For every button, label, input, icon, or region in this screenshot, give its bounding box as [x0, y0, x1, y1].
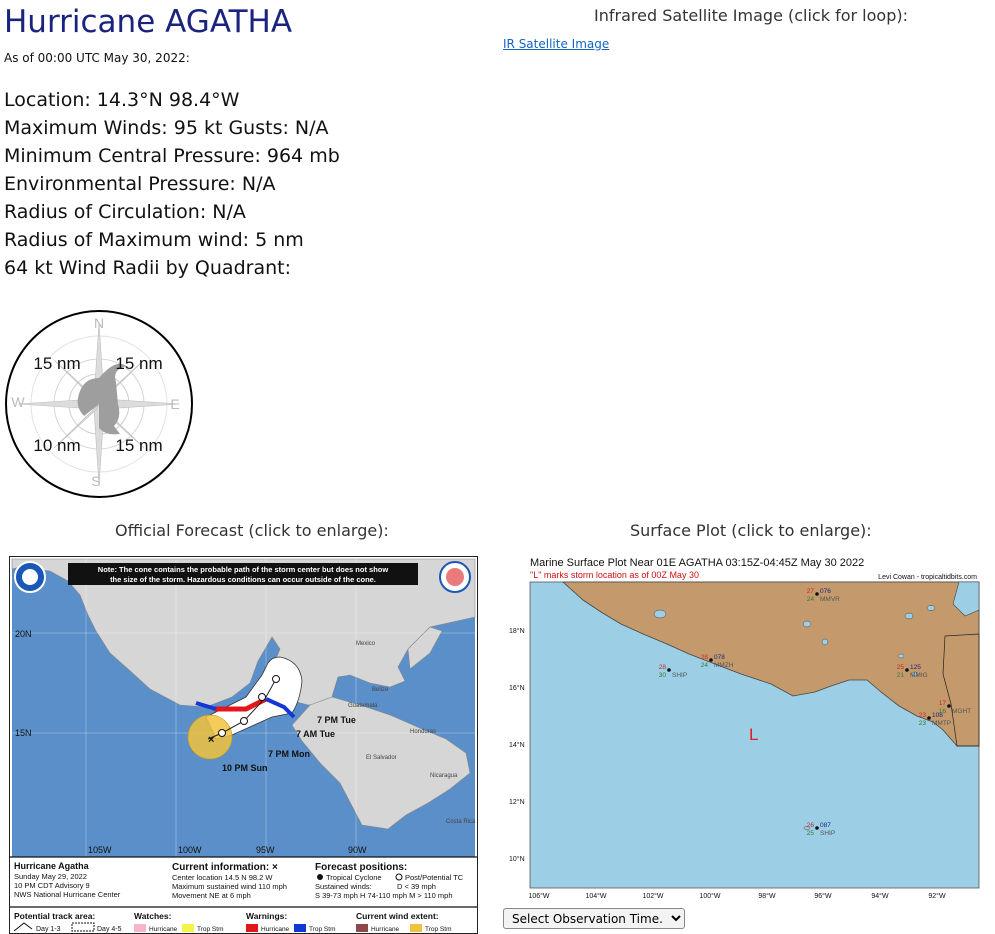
lon-105w: 105W — [88, 845, 112, 855]
ir-satellite-link[interactable]: IR Satellite Image — [503, 37, 610, 51]
surface-lon-label: 96°W — [814, 893, 832, 900]
forecast-note-2: the size of the storm. Hazardous conditions can occur outside of the cone. — [110, 575, 376, 584]
place-belize: Belize — [372, 687, 389, 693]
lon-95w: 95W — [256, 845, 275, 855]
surface-lon-label: 106°W — [528, 893, 550, 900]
svg-text:076: 076 — [820, 588, 831, 595]
svg-text:21: 21 — [896, 672, 904, 679]
radius-nw: 15 nm — [33, 354, 81, 373]
surface-lon-label: 94°W — [871, 893, 889, 900]
fp-post-tc: Post/Potential TC — [405, 873, 464, 882]
current-movement: Movement NE at 6 mph — [172, 891, 251, 900]
surface-lon-label: 104°W — [585, 893, 607, 900]
legend-center: NWS National Hurricane Center — [14, 890, 121, 899]
watch-hurricane: Hurricane — [149, 926, 178, 933]
current-info-title: Current information: × — [172, 862, 278, 873]
potential-track-title: Potential track area: — [14, 911, 96, 921]
legend-date: Sunday May 29, 2022 — [14, 872, 87, 881]
surface-lat-label: 10°N — [509, 856, 525, 863]
max-winds-text: Maximum Winds: 95 kt Gusts: N/A — [4, 117, 329, 139]
fp-shm: S 39-73 mph H 74-110 mph M > 110 mph — [315, 891, 453, 900]
svg-text:125: 125 — [910, 664, 921, 671]
official-forecast-image[interactable] — [9, 556, 478, 934]
official-forecast-title: Official Forecast (click to enlarge): — [115, 521, 389, 540]
svg-text:24: 24 — [806, 596, 814, 603]
svg-text:24: 24 — [700, 662, 708, 669]
infrared-title: Infrared Satellite Image (click for loop): — [594, 6, 908, 25]
lat-20n: 20N — [15, 629, 32, 639]
lon-100w: 100W — [178, 845, 202, 855]
warning-tropstm: Trop Stm — [309, 926, 336, 933]
compass-e: E — [170, 396, 180, 412]
storm-info-block — [4, 86, 340, 282]
surface-lon-label: 92°W — [928, 893, 946, 900]
env-pressure-text: Environmental Pressure: N/A — [4, 173, 276, 195]
legend-storm-name: Hurricane Agatha — [14, 861, 89, 871]
min-pressure-text: Minimum Central Pressure: 964 mb — [4, 145, 340, 167]
svg-text:×: × — [208, 734, 215, 746]
svg-text:23: 23 — [918, 720, 926, 727]
svg-text:25: 25 — [896, 664, 904, 671]
fp-tropical-cyclone: Tropical Cyclone — [326, 873, 382, 882]
place-honduras: Honduras — [410, 729, 437, 735]
warning-hurricane: Hurricane — [261, 926, 290, 933]
watch-tropstm: Trop Stm — [197, 926, 224, 933]
place-guatemala: Guatemala — [348, 703, 378, 709]
svg-text:MMIG: MMIG — [910, 672, 928, 679]
radius-sw: 10 nm — [33, 436, 81, 455]
surface-lat-label: 12°N — [509, 799, 525, 806]
place-mexico: Mexico — [356, 641, 376, 647]
svg-text:30: 30 — [658, 672, 666, 679]
forecast-note-1: Note: The cone contains the probable path of the storm center but does not show — [97, 565, 389, 574]
svg-text:SHIP: SHIP — [820, 830, 836, 837]
surface-lat-label: 14°N — [509, 742, 525, 749]
svg-text:26: 26 — [806, 822, 814, 829]
fp-sustained: Sustained winds: — [315, 882, 372, 891]
svg-text:25: 25 — [806, 830, 814, 837]
place-elsalvador: El Salvador — [366, 755, 397, 761]
place-nicaragua: Nicaragua — [430, 773, 458, 779]
location-text: Location: 14.3°N 98.4°W — [4, 89, 240, 111]
forecast-positions-title: Forecast positions: — [315, 862, 408, 873]
surface-lat-label: 16°N — [509, 685, 525, 692]
svg-text:087: 087 — [820, 822, 831, 829]
cwe-hurricane: Hurricane — [371, 926, 400, 933]
svg-text:SHIP: SHIP — [672, 672, 688, 679]
svg-text:16: 16 — [938, 708, 946, 715]
radius-circulation-text: Radius of Circulation: N/A — [4, 201, 246, 223]
svg-text:23: 23 — [918, 712, 926, 719]
svg-text:17: 17 — [938, 700, 946, 707]
label-10pm-sun: 10 PM Sun — [222, 763, 268, 773]
watches-title: Watches: — [134, 911, 172, 921]
wind-radii-label: 64 kt Wind Radii by Quadrant: — [4, 257, 291, 279]
label-7pm-mon: 7 PM Mon — [268, 749, 310, 759]
current-wind-extent-title: Current wind extent: — [356, 911, 439, 921]
svg-text:27: 27 — [806, 588, 814, 595]
lon-90w: 90W — [348, 845, 367, 855]
lat-15n: 15N — [15, 728, 32, 738]
surface-lat-label: 18°N — [509, 628, 525, 635]
compass-s: S — [91, 473, 101, 489]
svg-text:28: 28 — [658, 664, 666, 671]
surface-lon-label: 102°W — [642, 893, 664, 900]
surface-plot-image[interactable] — [503, 554, 985, 902]
legend-advisory: 10 PM CDT Advisory 9 — [14, 881, 90, 890]
svg-text:078: 078 — [714, 654, 725, 661]
svg-text:108: 108 — [932, 712, 943, 719]
svg-text:MGHT: MGHT — [952, 708, 972, 715]
storm-location-marker: L — [749, 725, 759, 744]
page-title: Hurricane AGATHA — [4, 4, 293, 40]
surface-credit: Levi Cowan - tropicaltidbits.com — [878, 574, 977, 581]
surface-heading: Marine Surface Plot Near 01E AGATHA 03:15Z-04:45Z May 30 2022 — [530, 557, 865, 569]
current-wind: Maximum sustained wind 110 mph — [172, 882, 287, 891]
as-of-timestamp: As of 00:00 UTC May 30, 2022: — [4, 51, 190, 65]
wind-radii-compass — [4, 308, 194, 500]
current-location: Center location 14.5 N 98.2 W — [172, 873, 273, 882]
compass-w: W — [11, 394, 25, 410]
legend-day13: Day 1-3 — [36, 926, 61, 933]
svg-text:MMVR: MMVR — [820, 596, 840, 603]
label-7am-tue: 7 AM Tue — [296, 729, 336, 739]
svg-text:MMTP: MMTP — [932, 720, 952, 727]
surface-lon-label: 100°W — [699, 893, 721, 900]
place-costarica: Costa Rica — [446, 819, 476, 825]
radius-ne: 15 nm — [115, 354, 163, 373]
svg-text:MMZH: MMZH — [714, 662, 734, 669]
warnings-title: Warnings: — [246, 911, 288, 921]
fp-d: D < 39 mph — [397, 882, 436, 891]
radius-se: 15 nm — [115, 436, 163, 455]
cwe-tropstm: Trop Stm — [425, 926, 452, 933]
compass-n: N — [93, 315, 105, 331]
observation-time-select[interactable] — [503, 908, 685, 929]
radius-max-wind-text: Radius of Maximum wind: 5 nm — [4, 229, 304, 251]
svg-text:28: 28 — [700, 654, 708, 661]
legend-day45: Day 4-5 — [97, 926, 122, 933]
surface-subheading: "L" marks storm location as of 00Z May 30 — [530, 570, 699, 580]
surface-lon-label: 98°W — [758, 893, 776, 900]
surface-plot-title: Surface Plot (click to enlarge): — [630, 521, 872, 540]
label-7pm-tue: 7 PM Tue — [317, 715, 356, 725]
